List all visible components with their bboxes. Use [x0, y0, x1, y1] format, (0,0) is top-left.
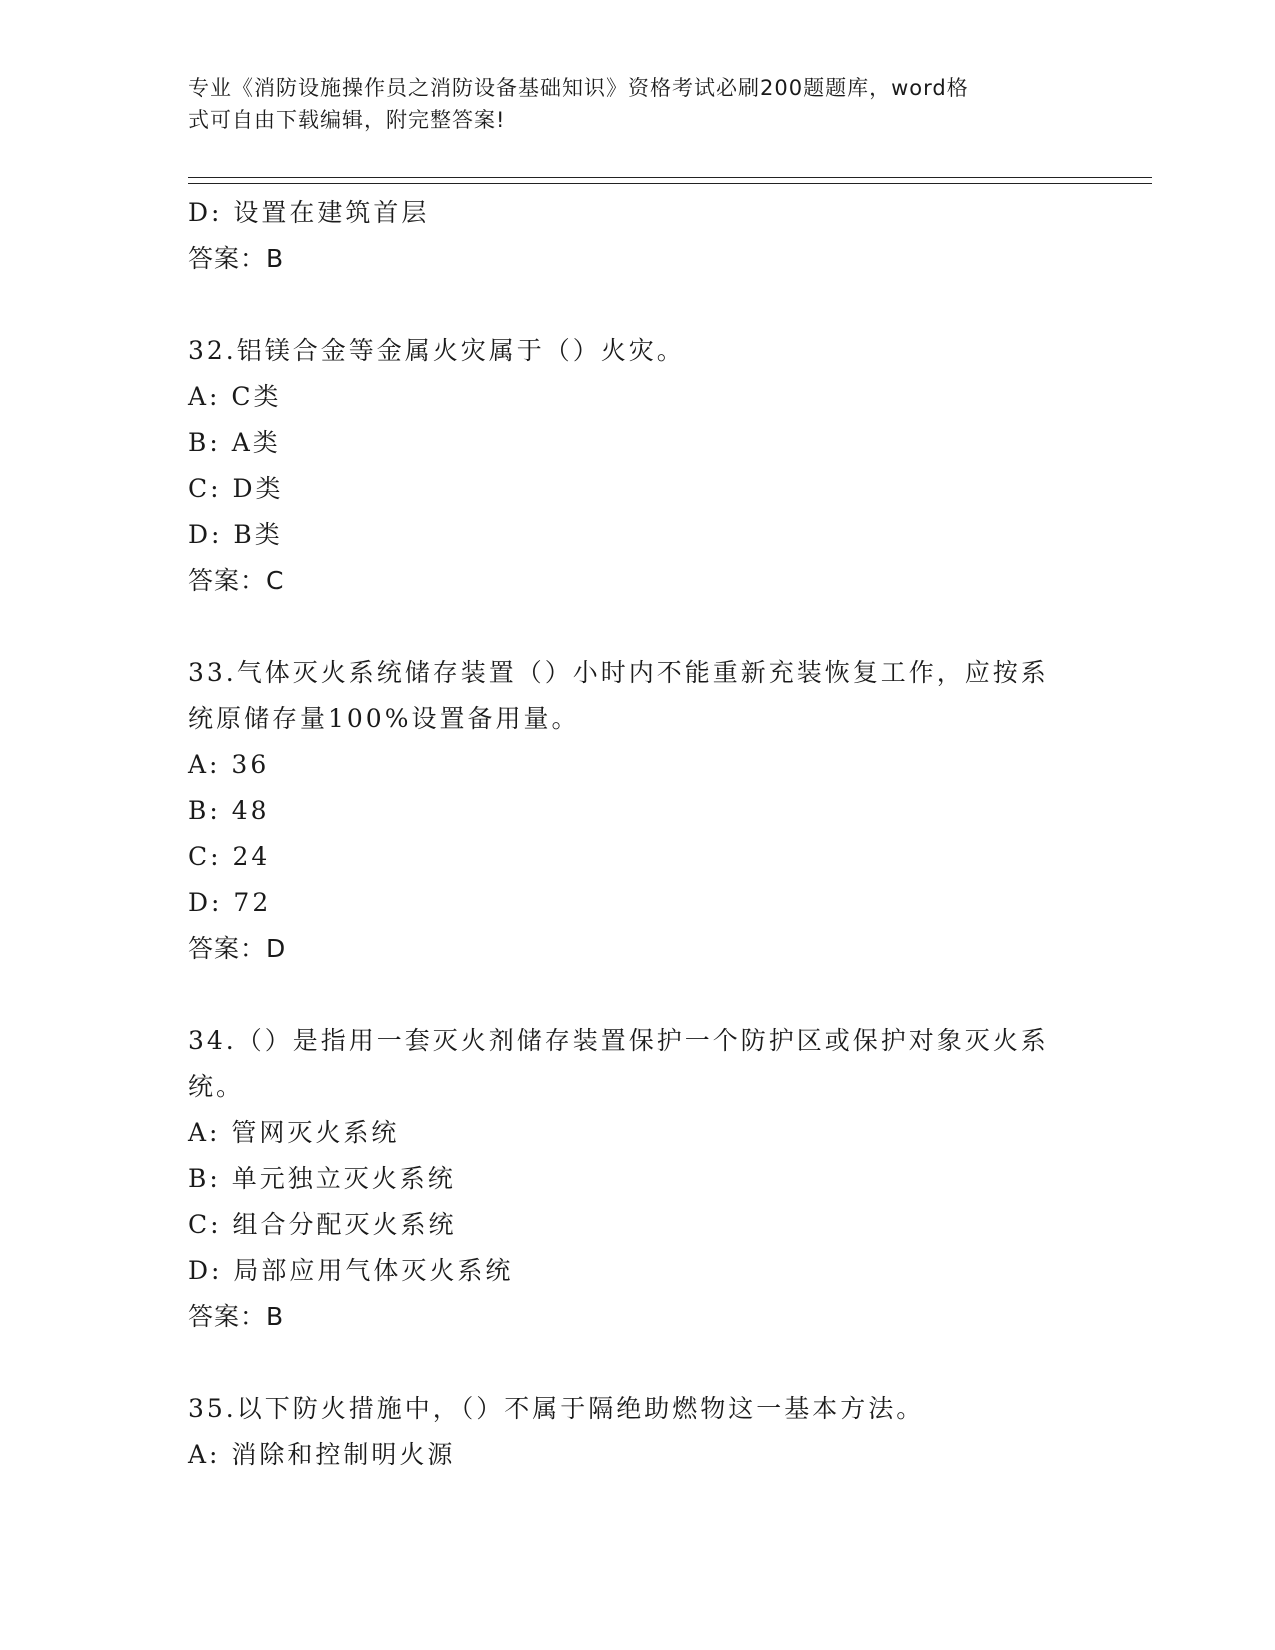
spacer	[188, 1340, 1078, 1386]
q34-answer: 答案：B	[188, 1302, 285, 1331]
question-list	[188, 190, 1078, 1478]
header-line-1: 专业《消防设施操作员之消防设备基础知识》资格考试必刷200题题库，word格	[188, 76, 969, 100]
q34-stem-line-2: 统。	[188, 1072, 245, 1101]
header-divider-top	[188, 177, 1152, 178]
q33-stem-line-2: 统原储存量100%设置备用量。	[188, 704, 580, 733]
q33-stem-line-1: 33.气体灭火系统储存装置（）小时内不能重新充装恢复工作，应按系	[188, 658, 1049, 687]
q33-option-c: C: 24	[188, 842, 271, 871]
q35-option-a: A: 消除和控制明火源	[188, 1440, 456, 1469]
q34-option-d: D: 局部应用气体灭火系统	[188, 1256, 514, 1285]
q32-answer: 答案：C	[188, 566, 285, 595]
q32-option-a: A: C类	[188, 382, 282, 411]
spacer	[188, 282, 1078, 328]
q32-option-d: D: B类	[188, 520, 283, 549]
document-header	[188, 72, 1068, 136]
q34-option-b: B: 单元独立灭火系统	[188, 1164, 456, 1193]
header-line-2: 式可自由下载编辑，附完整答案!	[188, 108, 506, 132]
prev-option-d: D: 设置在建筑首层	[188, 198, 430, 227]
q32-stem: 32.铝镁合金等金属火灾属于（）火灾。	[188, 336, 685, 365]
spacer	[188, 972, 1078, 1018]
header-divider-bottom	[188, 183, 1152, 184]
q34-stem-line-1: 34.（）是指用一套灭火剂储存装置保护一个防护区或保护对象灭火系	[188, 1026, 1049, 1055]
q35-stem: 35.以下防火措施中，（）不属于隔绝助燃物这一基本方法。	[188, 1394, 925, 1423]
q32-option-c: C: D类	[188, 474, 284, 503]
q33-option-d: D: 72	[188, 888, 272, 917]
q34-option-a: A: 管网灭火系统	[188, 1118, 400, 1147]
q32-option-b: B: A类	[188, 428, 281, 457]
prev-answer: 答案：B	[188, 244, 285, 273]
q33-option-a: A: 36	[188, 750, 270, 779]
q34-option-c: C: 组合分配灭火系统	[188, 1210, 457, 1239]
q33-answer: 答案：D	[188, 934, 287, 963]
spacer	[188, 604, 1078, 650]
q33-option-b: B: 48	[188, 796, 270, 825]
